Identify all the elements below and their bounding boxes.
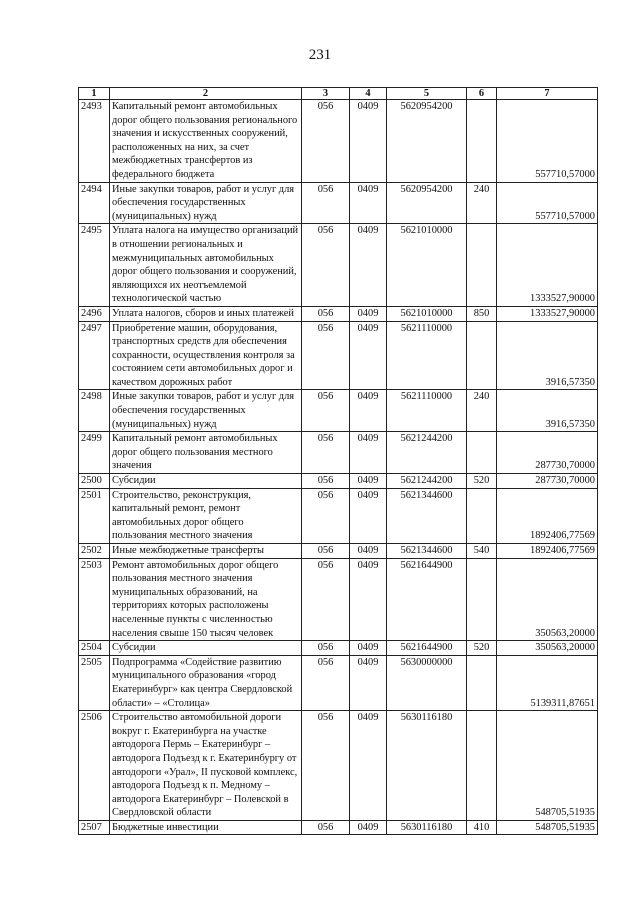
- row-number: 2500: [79, 474, 110, 489]
- row-number: 2495: [79, 224, 110, 307]
- row-ministry-code: 056: [302, 100, 350, 183]
- row-target-code: 5621244200: [387, 432, 467, 474]
- row-ministry-code: 056: [302, 321, 350, 390]
- row-target-code: 5621644900: [387, 641, 467, 656]
- row-amount: 350563,20000: [497, 558, 598, 641]
- row-amount: 287730,70000: [497, 474, 598, 489]
- row-expense-type: [467, 711, 497, 821]
- row-target-code: 5621344600: [387, 488, 467, 543]
- header-cell: 5: [387, 88, 467, 100]
- row-ministry-code: 056: [302, 488, 350, 543]
- header-row: [79, 88, 598, 100]
- row-ministry-code: 056: [302, 224, 350, 307]
- row-ministry-code: 056: [302, 432, 350, 474]
- header-cell: 4: [350, 88, 387, 100]
- row-section-code: 0409: [350, 321, 387, 390]
- row-section-code: 0409: [350, 558, 387, 641]
- row-number: 2493: [79, 100, 110, 183]
- row-section-code: 0409: [350, 544, 387, 559]
- row-name: Подпрограмма «Содействие развитию муниципального образования «город Екатеринбург» как центра Свердловской области» – «Столица»: [110, 655, 302, 710]
- row-expense-type: 540: [467, 544, 497, 559]
- row-name: Капитальный ремонт автомобильных дорог общего пользования регионального значения и искусственных сооружений, расположенных на них, за счет межбюджетных трансфертов из федерального бюджета: [110, 100, 302, 183]
- row-name: Иные закупки товаров, работ и услуг для обеспечения государственных (муниципальных) нужд: [110, 390, 302, 432]
- row-number: 2506: [79, 711, 110, 821]
- row-expense-type: 850: [467, 306, 497, 321]
- row-amount: 548705,51935: [497, 711, 598, 821]
- table-row: [79, 390, 598, 432]
- row-name: Уплата налога на имущество организаций в отношении региональных и межмуниципальных автомобильных дорог общего пользования и сооружений, являющихся их неотъемлемой технологической частью: [110, 224, 302, 307]
- row-number: 2498: [79, 390, 110, 432]
- row-ministry-code: 056: [302, 474, 350, 489]
- header-cell: 7: [497, 88, 598, 100]
- row-amount: 557710,57000: [497, 100, 598, 183]
- row-number: 2504: [79, 641, 110, 656]
- row-name: Приобретение машин, оборудования, транспортных средств для обеспечения сохранности, осуществления контроля за состоянием сети автомобильных дорог и качеством дорожных работ: [110, 321, 302, 390]
- row-section-code: 0409: [350, 820, 387, 835]
- row-expense-type: 410: [467, 820, 497, 835]
- row-ministry-code: 056: [302, 306, 350, 321]
- row-expense-type: 520: [467, 641, 497, 656]
- row-amount: 3916,57350: [497, 321, 598, 390]
- row-section-code: 0409: [350, 432, 387, 474]
- row-expense-type: [467, 432, 497, 474]
- row-target-code: 5620954200: [387, 182, 467, 224]
- header-cell: 3: [302, 88, 350, 100]
- table-row: [79, 224, 598, 307]
- row-target-code: 5621010000: [387, 306, 467, 321]
- row-section-code: 0409: [350, 224, 387, 307]
- row-name: Капитальный ремонт автомобильных дорог общего пользования местного значения: [110, 432, 302, 474]
- table-row: [79, 100, 598, 183]
- row-section-code: 0409: [350, 474, 387, 489]
- row-name: Бюджетные инвестиции: [110, 820, 302, 835]
- row-amount: 3916,57350: [497, 390, 598, 432]
- row-number: 2507: [79, 820, 110, 835]
- row-ministry-code: 056: [302, 820, 350, 835]
- row-section-code: 0409: [350, 182, 387, 224]
- row-amount: 5139311,87651: [497, 655, 598, 710]
- row-name: Субсидии: [110, 474, 302, 489]
- row-name: Строительство автомобильной дороги вокруг г. Екатеринбурга на участке автодорога Пермь – Екатеринбург – автодорога Подъезд к г. Екатеринбургу от автодороги «Урал», II пусковой комплекс, автодорога Подъезд к п. Медному – автодорога Екатеринбург – Полевской в Свердловской области: [110, 711, 302, 821]
- row-expense-type: [467, 488, 497, 543]
- budget-table: [78, 87, 598, 835]
- row-ministry-code: 056: [302, 641, 350, 656]
- row-target-code: 5630116180: [387, 820, 467, 835]
- row-expense-type: [467, 321, 497, 390]
- row-expense-type: [467, 558, 497, 641]
- row-ministry-code: 056: [302, 182, 350, 224]
- row-amount: 548705,51935: [497, 820, 598, 835]
- row-expense-type: 520: [467, 474, 497, 489]
- row-section-code: 0409: [350, 655, 387, 710]
- row-number: 2496: [79, 306, 110, 321]
- row-number: 2499: [79, 432, 110, 474]
- row-section-code: 0409: [350, 100, 387, 183]
- row-ministry-code: 056: [302, 711, 350, 821]
- row-target-code: 5621010000: [387, 224, 467, 307]
- table-row: [79, 711, 598, 821]
- table-row: [79, 488, 598, 543]
- row-ministry-code: 056: [302, 390, 350, 432]
- row-amount: 1892406,77569: [497, 544, 598, 559]
- row-expense-type: 240: [467, 390, 497, 432]
- table-row: [79, 474, 598, 489]
- row-target-code: 5621110000: [387, 390, 467, 432]
- row-number: 2503: [79, 558, 110, 641]
- table-row: [79, 558, 598, 641]
- row-amount: 350563,20000: [497, 641, 598, 656]
- row-amount: 287730,70000: [497, 432, 598, 474]
- row-number: 2494: [79, 182, 110, 224]
- row-amount: 1333527,90000: [497, 224, 598, 307]
- row-expense-type: [467, 224, 497, 307]
- row-target-code: 5630116180: [387, 711, 467, 821]
- row-section-code: 0409: [350, 711, 387, 821]
- row-ministry-code: 056: [302, 544, 350, 559]
- row-number: 2501: [79, 488, 110, 543]
- table-row: [79, 641, 598, 656]
- row-amount: 1333527,90000: [497, 306, 598, 321]
- row-expense-type: 240: [467, 182, 497, 224]
- row-name: Иные закупки товаров, работ и услуг для обеспечения государственных (муниципальных) нужд: [110, 182, 302, 224]
- row-number: 2502: [79, 544, 110, 559]
- row-section-code: 0409: [350, 390, 387, 432]
- row-ministry-code: 056: [302, 558, 350, 641]
- row-name: Уплата налогов, сборов и иных платежей: [110, 306, 302, 321]
- row-expense-type: [467, 100, 497, 183]
- table-row: [79, 820, 598, 835]
- row-name: Иные межбюджетные трансферты: [110, 544, 302, 559]
- row-number: 2505: [79, 655, 110, 710]
- row-expense-type: [467, 655, 497, 710]
- row-target-code: 5621244200: [387, 474, 467, 489]
- table-row: [79, 655, 598, 710]
- row-number: 2497: [79, 321, 110, 390]
- row-target-code: 5630000000: [387, 655, 467, 710]
- table-row: [79, 432, 598, 474]
- row-section-code: 0409: [350, 641, 387, 656]
- page-number: 231: [308, 47, 332, 63]
- row-amount: 1892406,77569: [497, 488, 598, 543]
- row-name: Строительство, реконструкция, капитальный ремонт, ремонт автомобильных дорог общего пользования местного значения: [110, 488, 302, 543]
- table-row: [79, 321, 598, 390]
- table-row: [79, 306, 598, 321]
- row-target-code: 5620954200: [387, 100, 467, 183]
- table-row: [79, 182, 598, 224]
- row-target-code: 5621110000: [387, 321, 467, 390]
- row-amount: 557710,57000: [497, 182, 598, 224]
- row-target-code: 5621344600: [387, 544, 467, 559]
- row-target-code: 5621644900: [387, 558, 467, 641]
- table-row: [79, 544, 598, 559]
- row-name: Ремонт автомобильных дорог общего пользования местного значения муниципальных образований, на территориях которых расположены населенные пункты с численностью населения свыше 150 тысяч человек: [110, 558, 302, 641]
- header-cell: 2: [110, 88, 302, 100]
- row-section-code: 0409: [350, 306, 387, 321]
- row-ministry-code: 056: [302, 655, 350, 710]
- row-section-code: 0409: [350, 488, 387, 543]
- row-name: Субсидии: [110, 641, 302, 656]
- header-cell: 6: [467, 88, 497, 100]
- header-cell: 1: [79, 88, 110, 100]
